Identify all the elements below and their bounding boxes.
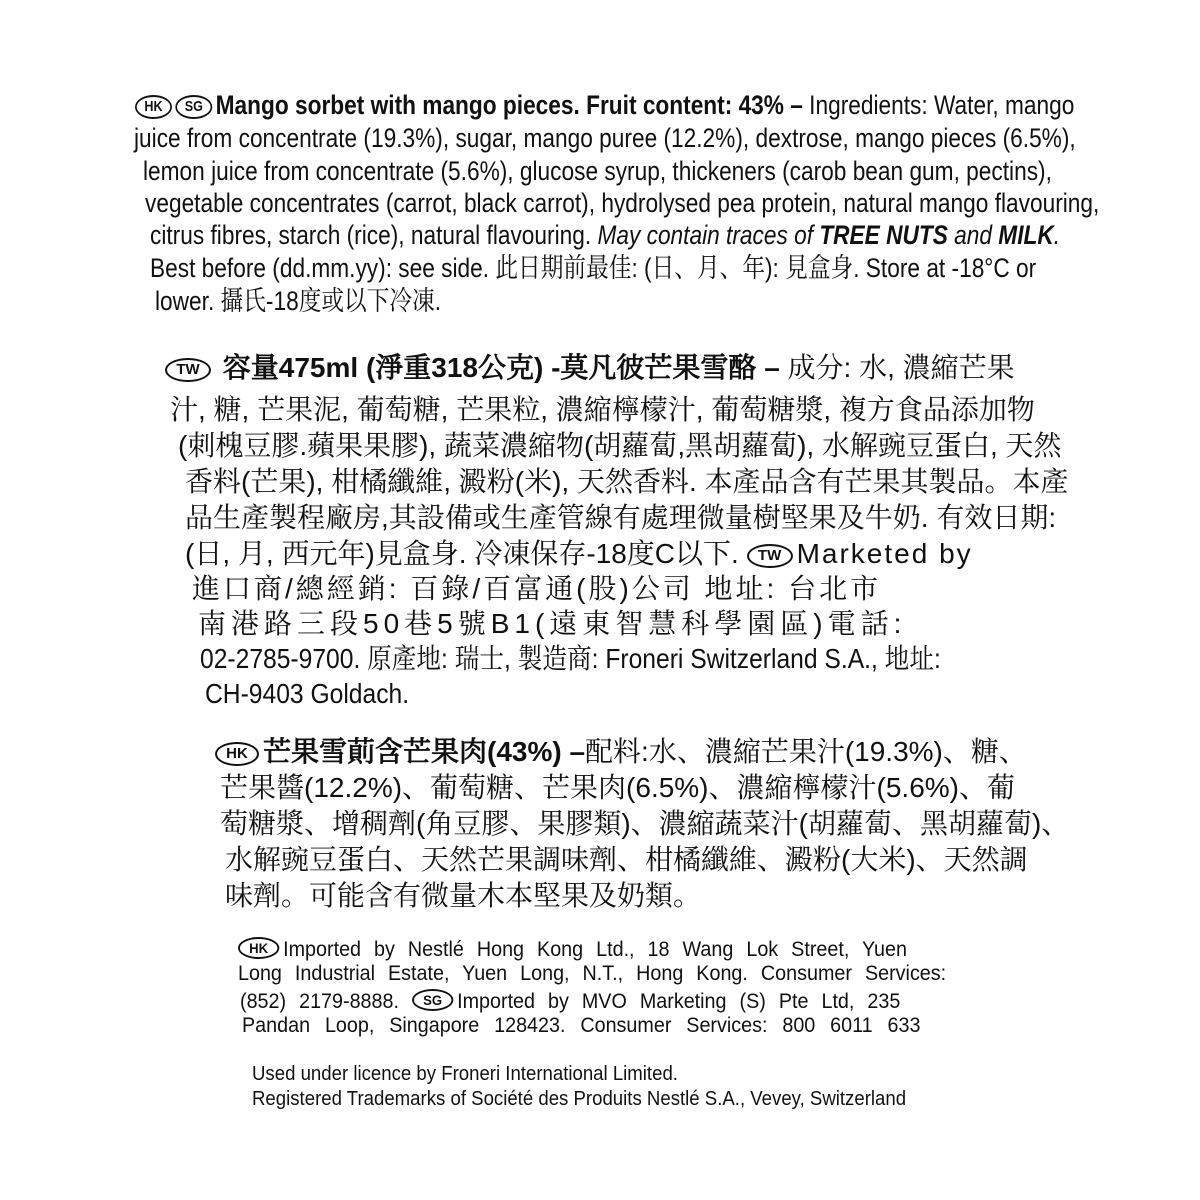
- allergen-tree-nuts: TREE NUTS: [819, 220, 948, 250]
- hongkong-line-1: [215, 738, 1027, 766]
- importer-line-3: [240, 989, 900, 1012]
- importer-line-1: [238, 937, 907, 960]
- marketed-by: Marketed by: [796, 538, 973, 569]
- taiwan-line-8: 南港路三段50巷5號B1(遠東智慧科學園區)電話:: [198, 608, 907, 639]
- taiwan-line-2: 汁, 糖, 芒果泥, 葡萄糖, 芒果粒, 濃縮檸檬汁, 葡萄糖漿, 複方食品添加物: [170, 394, 1035, 425]
- hongkong-line-5: 味劑。可能含有微量木本堅果及奶類。: [225, 880, 702, 911]
- allergen-warning: May contain traces of: [597, 220, 820, 250]
- english-line-5: [150, 222, 1060, 249]
- allergen-and: and: [947, 220, 999, 250]
- importer-line-2: Long Industrial Estate, Yuen Long, N.T., Hong Kong. Consumer Services:: [238, 962, 947, 985]
- hk-importer-text: Imported by Nestlé Hong Kong Ltd., 18 Wang Lok Street, Yuen: [283, 938, 908, 961]
- taiwan-line-3: (刺槐豆膠.蘋果果膠), 蔬菜濃縮物(胡蘿蔔,黑胡蘿蔔), 水解豌豆蛋白, 天然: [178, 430, 1062, 461]
- english-line-6: Best before (dd.mm.yy): see side. 此日期前最佳: (日、月、年): 見盒身. Store at -18°C or: [150, 253, 1037, 283]
- ingredients-start: Ingredients: Water, mango: [802, 90, 1075, 120]
- product-title-taiwan: 容量475ml (淨重318公克) -莫凡彼芒果雪酪 –: [215, 352, 780, 383]
- taiwan-line-1: [165, 354, 1015, 382]
- tw-badge: TW: [165, 358, 211, 382]
- taiwan-storage: (日, 月, 西元年)見盒身. 冷凍保存-18度C以下.: [185, 538, 747, 569]
- licence-line-1: Used under licence by Froneri International Limited.: [252, 1063, 678, 1085]
- hk-badge-chinese: HK: [215, 742, 259, 766]
- english-line-1: [135, 92, 1074, 119]
- licence-line-2: Registered Trademarks of Société des Produits Nestlé S.A., Vevey, Switzerland: [252, 1088, 907, 1110]
- english-line-4: vegetable concentrates (carrot, black carrot), hydrolysed pea protein, natural mango flavouring,: [145, 188, 1100, 218]
- sg-importer-text: Imported by MVO Marketing (S) Pte Ltd, 235: [457, 990, 901, 1013]
- sg-badge: SG: [175, 95, 212, 119]
- taiwan-line-9: 02-2785-9700. 原產地: 瑞士, 製造商: Froneri Switzerland S.A., 地址:: [200, 643, 941, 674]
- english-line-2: juice from concentrate (19.3%), sugar, mango puree (12.2%), dextrose, mango pieces (6.5%),: [134, 123, 1076, 153]
- taiwan-line-6: [185, 540, 973, 568]
- product-title-hongkong: 芒果雪萴含芒果肉(43%) –: [263, 736, 586, 767]
- taiwan-line-5: 品生產製程廠房,其設備或生產管線有處理微量樹堅果及牛奶. 有效日期:: [185, 502, 1057, 533]
- hongkong-ingredients-start: 配料:水、濃縮芒果汁(19.3%)、糖、: [585, 736, 1027, 767]
- english-line-3: lemon juice from concentrate (5.6%), glucose syrup, thickeners (carob bean gum, pectins),: [143, 156, 1052, 186]
- taiwan-line-7: 進口商/總經銷: 百錄/百富通(股)公司 地址: 台北市: [192, 573, 882, 604]
- hongkong-line-4: 水解豌豆蛋白、天然芒果調味劑、柑橘纖維、澱粉(大米)、天然調: [225, 844, 1028, 875]
- hk-badge: HK: [135, 95, 172, 119]
- importer-line-4: Pandan Loop, Singapore 128423. Consumer Services: 800 6011 633: [242, 1014, 921, 1037]
- hk-consumer-phone: (852) 2179-8888.: [240, 990, 412, 1013]
- allergen-milk: MILK: [998, 220, 1054, 250]
- hongkong-line-2: 芒果醬(12.2%)、葡萄糖、芒果肉(6.5%)、濃縮檸檬汁(5.6%)、葡: [220, 772, 1015, 803]
- taiwan-line-10: CH-9403 Goldach.: [205, 678, 410, 709]
- ingredients-end: citrus fibres, starch (rice), natural flavouring.: [150, 220, 598, 250]
- hongkong-line-3: 萄糖漿、增稠劑(角豆膠、果膠類)、濃縮蔬菜汁(胡蘿蔔、黑胡蘿蔔)、: [220, 808, 1070, 839]
- english-line-7: lower. 攝氏-18度或以下冷凍.: [155, 286, 442, 316]
- tw-badge-marketer: TW: [747, 544, 793, 568]
- sg-badge-importer: SG: [412, 989, 453, 1011]
- product-title-english: Mango sorbet with mango pieces. Fruit content: 43% –: [215, 90, 803, 120]
- hk-badge-importer: HK: [238, 937, 279, 959]
- allergen-period: .: [1053, 220, 1061, 250]
- taiwan-line-4: 香料(芒果), 柑橘纖維, 澱粉(米), 天然香料. 本產品含有芒果其製品。本產: [185, 466, 1069, 497]
- taiwan-ingredients-start: 成分: 水, 濃縮芒果: [779, 352, 1015, 383]
